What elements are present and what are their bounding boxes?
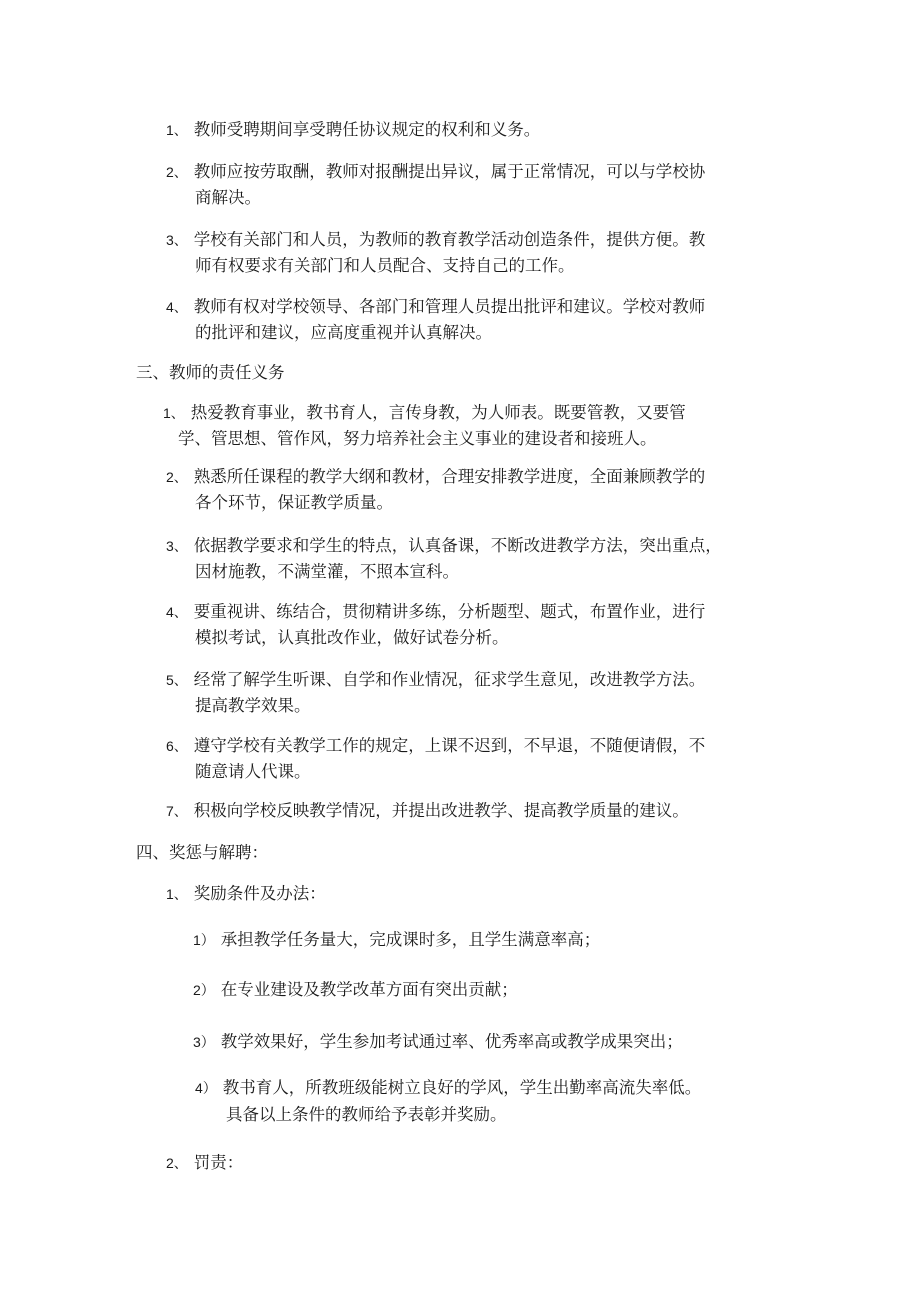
item-3-4: 4、 要重视讲、练结合，贯彻精讲多练，分析题型、题式，布置作业，进行 [166, 602, 706, 621]
item-3-2: 2、 熟悉所任课程的教学大纲和教材，合理安排教学进度，全面兼顾教学的 [166, 467, 706, 486]
item-2-3-cont: 师有权要求有关部门和人员配合、支持自己的工作。 [195, 256, 575, 275]
item-3-6: 6、 遵守学校有关教学工作的规定，上课不迟到，不早退，不随便请假，不 [166, 736, 706, 755]
penalty-heading: 2、 罚责： [166, 1153, 244, 1172]
reward-condition-4: 4） 教书育人，所教班级能树立良好的学风，学生出勤率高流失率低。 [195, 1078, 702, 1097]
item-3-3-cont: 因材施教，不满堂灌，不照本宣科。 [195, 562, 459, 581]
reward-condition-3: 3） 教学效果好，学生参加考试通过率、优秀率高或教学成果突出； [193, 1032, 683, 1051]
item-3-5-cont: 提高教学效果。 [195, 696, 311, 715]
reward-condition-2: 2） 在专业建设及教学改革方面有突出贡献； [193, 980, 518, 999]
item-2-2-cont: 商解决。 [195, 188, 261, 207]
item-3-1: 1、 热爱教育事业，教书育人，言传身教，为人师表。既要管教，又要管 [163, 403, 686, 422]
section-4-heading: 四、奖惩与解聘： [136, 843, 268, 862]
item-2-1: 1、 教师受聘期间享受聘任协议规定的权利和义务。 [166, 120, 541, 139]
item-3-5: 5、 经常了解学生听课、自学和作业情况，征求学生意见，改进教学方法。 [166, 670, 706, 689]
item-2-2: 2、 教师应按劳取酬，教师对报酬提出异议，属于正常情况，可以与学校协 [166, 162, 706, 181]
item-3-6-cont: 随意请人代课。 [195, 762, 311, 781]
item-3-1-cont: 学、管思想、管作风，努力培养社会主义事业的建设者和接班人。 [178, 429, 657, 448]
item-3-4-cont: 模拟考试，认真批改作业，做好试卷分析。 [195, 628, 509, 647]
reward-closing: 具备以上条件的教师给予表彰并奖励。 [226, 1105, 507, 1124]
item-2-4-cont: 的批评和建议，应高度重视并认真解决。 [195, 323, 492, 342]
item-3-7: 7、 积极向学校反映教学情况，并提出改进教学、提高教学质量的建议。 [166, 801, 689, 820]
item-2-3: 3、 学校有关部门和人员，为教师的教育教学活动创造条件，提供方便。教 [166, 230, 706, 249]
item-2-4: 4、 教师有权对学校领导、各部门和管理人员提出批评和建议。学校对教师 [166, 297, 706, 316]
item-3-2-cont: 各个环节，保证教学质量。 [195, 493, 393, 512]
section-3-heading: 三、教师的责任义务 [136, 363, 285, 382]
item-3-3: 3、 依据教学要求和学生的特点，认真备课，不断改进教学方法，突出重点， [166, 536, 722, 555]
reward-heading: 1、 奖励条件及办法： [166, 884, 326, 903]
reward-condition-1: 1） 承担教学任务量大，完成课时多，且学生满意率高； [193, 930, 601, 949]
